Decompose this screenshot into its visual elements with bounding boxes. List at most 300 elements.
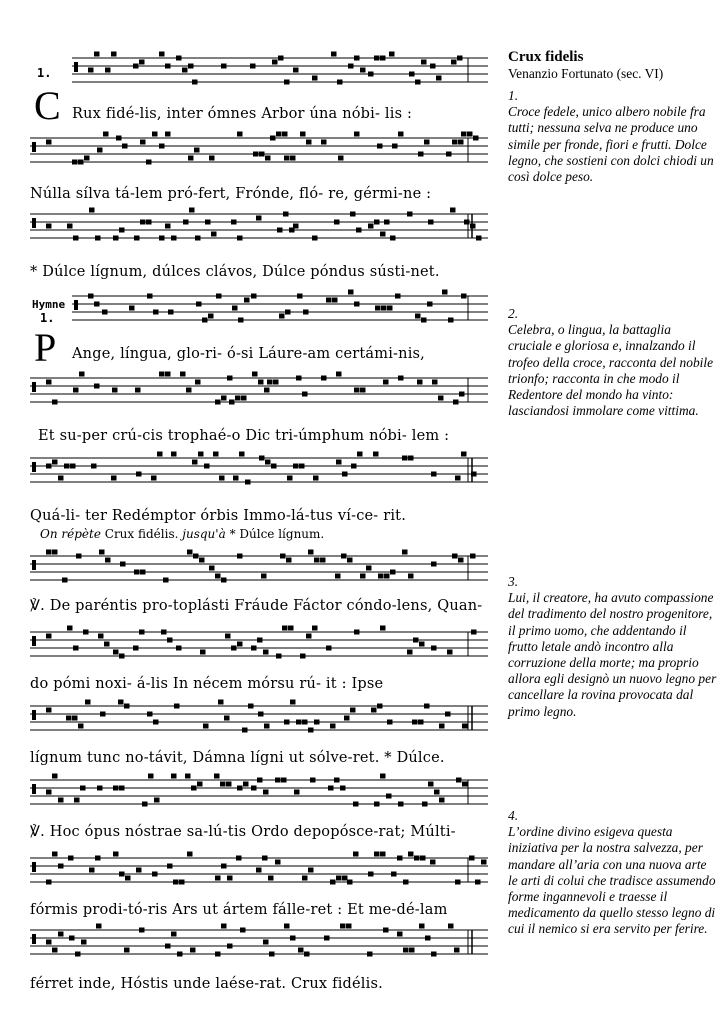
neume [221,64,227,69]
neume [450,208,456,213]
neume [308,868,314,873]
neume [176,56,182,61]
neume [340,786,346,791]
neume [462,782,468,787]
neume [165,944,171,949]
neume [237,132,243,137]
neume [421,60,427,65]
neume [46,790,52,795]
staff [30,550,488,583]
neume [171,452,177,457]
neume [348,64,354,69]
stanza-4 [508,808,718,938]
neume [418,152,424,157]
neume [176,646,182,651]
neume [99,550,105,555]
neume [142,802,148,807]
neume [94,302,100,307]
neume [414,856,420,861]
neume [398,376,404,381]
initial-letter: C [34,83,61,128]
neume [328,786,334,791]
neume [194,148,200,153]
neume [306,140,312,145]
neume [462,724,468,729]
neume [419,642,425,647]
neume [276,132,282,137]
neume [78,724,84,729]
neume [402,456,408,461]
neume [481,860,487,865]
neume [456,778,462,783]
neume [442,290,448,295]
neume [374,56,380,61]
neume [165,64,171,69]
neume [52,774,58,779]
neume [227,944,233,949]
neume [221,924,227,929]
neume [165,372,171,377]
neume [342,876,348,881]
neume [227,376,233,381]
neume [171,932,177,937]
neume [458,140,464,145]
neume [189,208,195,213]
neume [268,876,274,881]
neume [428,220,434,225]
neume [341,554,347,559]
neume [360,574,366,579]
clef [32,784,36,794]
neume [256,216,262,221]
neume [251,294,257,299]
neume [312,236,318,241]
neume [199,558,205,563]
neume [204,464,210,469]
neume [119,872,125,877]
neume [72,160,78,165]
neume [152,132,158,137]
neume [215,400,221,405]
neume [374,220,380,225]
neume [98,634,104,639]
stanza-number: 3. [508,574,519,589]
neume [303,310,309,315]
lyric-line: férret inde, Hóstis unde laése-rat. Crux fidélis. [30,976,383,992]
clef [74,300,78,310]
neume [239,452,245,457]
neume [360,68,366,73]
neume [89,208,95,213]
neume [133,64,139,69]
neume [261,574,267,579]
neume [134,570,140,575]
neume [102,310,108,315]
neume [425,936,431,941]
neume [470,554,476,559]
neume [58,798,64,803]
neume [52,550,58,555]
neume [380,626,386,631]
neume [281,778,287,783]
rubric-until: jusqu'à [182,527,226,541]
neume [377,144,383,149]
neume [436,76,442,81]
neume [312,76,318,81]
neume [390,570,396,575]
neume [326,298,332,303]
neume [46,634,52,639]
neume [241,396,247,401]
neume [464,220,470,225]
neume [350,212,356,217]
neume [354,56,360,61]
neume [353,802,359,807]
neume [80,786,86,791]
neume [458,558,464,563]
neume [272,60,278,65]
neume [94,52,100,57]
neume [271,464,277,469]
neume [412,720,418,725]
neume [415,314,421,319]
neume [224,716,230,721]
neume [297,294,303,299]
neume [52,948,58,953]
neume [284,156,290,161]
staff [30,626,488,659]
neume [79,372,85,377]
neume [208,314,214,319]
neume [46,224,52,229]
neume [74,798,80,803]
neume [374,802,380,807]
neume [113,852,119,857]
neume [68,856,74,861]
neume [140,220,146,225]
neume [337,80,343,85]
neume [220,782,226,787]
neume [259,456,265,461]
neume [275,778,281,783]
neume [165,132,171,137]
neume [168,310,174,315]
neume [116,136,122,141]
neume [73,236,79,241]
neume [288,626,294,631]
neume [275,860,281,865]
neume [302,876,308,881]
neume [104,642,110,647]
neume [294,790,300,795]
hymn-label: Hymne [32,298,66,311]
neume [380,232,386,237]
neume [46,380,52,385]
neume [251,646,257,651]
neume [95,236,101,241]
neume [354,630,360,635]
neume [455,476,461,481]
neume [265,460,271,465]
neume [257,778,263,783]
neume [402,550,408,555]
neume [331,52,337,57]
neume [398,132,404,137]
neume [298,948,304,953]
neume [221,578,227,583]
neume [232,306,238,311]
neume [197,782,203,787]
neume [409,948,415,953]
neume [408,852,414,857]
neume [293,68,299,73]
neume [409,72,415,77]
neume [380,56,386,61]
neume [448,924,454,929]
neume [447,650,453,655]
lyric-line: Ange, língua, glo-ri- ó-si Láure-am certámi-nis, [72,346,425,362]
neume [360,388,366,393]
neume [52,460,58,465]
lyric-line: Quá-li- ter Redémptor órbis Immo-lá-tus ví-ce- rit. [30,508,407,524]
neume [302,720,308,725]
neume [97,786,103,791]
neume [415,80,421,85]
initial-letter: P [34,325,57,370]
neume [237,554,243,559]
neume [64,464,70,469]
neume [422,802,428,807]
neume [192,460,198,465]
neume [173,880,179,885]
neume [264,388,270,393]
neume [258,712,264,717]
neume [120,562,126,567]
neume [153,310,159,315]
neume [391,872,397,877]
neume [146,160,152,165]
neume [153,720,159,725]
staff [30,452,488,485]
neume [187,852,193,857]
neume [312,626,318,631]
neume [136,868,142,873]
neume [159,52,165,57]
neume [407,650,413,655]
neume [306,634,312,639]
clef [32,382,36,392]
neume [304,952,310,957]
neume [248,704,254,709]
neume [308,728,314,733]
neume [431,952,437,957]
neume [263,790,269,795]
neume [293,224,299,229]
neume [259,152,265,157]
neume [171,236,177,241]
stanza-3 [508,574,718,720]
neume [320,558,326,563]
neume [237,236,243,241]
neume [451,60,457,65]
neume [122,144,128,149]
neume [383,380,389,385]
neume [183,220,189,225]
neume [398,802,404,807]
neume [111,52,117,57]
neume [356,228,362,233]
neume [96,924,102,929]
neume [280,554,286,559]
neume [383,928,389,933]
neume [408,574,414,579]
neume [221,396,227,401]
stanza-text: L’ordine divino esigeva questa iniziativa per la nostra salvezza, per mandare all’aria con una nuova arte le arti di colui che tradisce assumendo forme ingannevoli e traesse il medicamento da quello stesso legno di cui il nemico si era servito per ferire. [508,824,716,937]
hymn-author: Venanzio Fortunato (sec. VI) [508,66,664,81]
neume [200,650,206,655]
lyric-line: do pómi noxi- á-lis In nécem mórsu rú- it : Ipse [30,676,384,692]
stanza-number: 4. [508,808,519,823]
neume [152,872,158,877]
neume [454,948,460,953]
neume [290,156,296,161]
stanza-number: 1. [508,88,519,103]
neume [403,948,409,953]
neume [218,700,224,705]
neume [147,712,153,717]
neume [448,318,454,323]
neume [430,860,436,865]
neume [434,790,440,795]
neume [225,634,231,639]
neume [424,140,430,145]
neume [140,570,146,575]
neume [453,400,459,405]
neume [413,638,419,643]
neume [157,452,163,457]
neume [148,774,154,779]
neume [88,294,94,299]
neume [390,236,396,241]
staff [30,924,488,957]
neume [330,724,336,729]
neume [182,68,188,73]
neume [151,476,157,481]
neume [88,68,94,73]
neume [381,306,387,311]
neume [367,952,373,957]
neume [384,220,390,225]
neume [76,554,82,559]
neume [336,372,342,377]
neume [286,558,292,563]
neume [105,68,111,73]
neume [407,212,413,217]
lyric-line: Núlla sílva tá-lem pró-fert, Frónde, fló- re, gérmi-ne : [30,186,432,202]
neume [310,778,316,783]
neume [326,646,332,651]
neume [179,880,185,885]
neume [215,876,221,881]
neume [270,136,276,141]
neume [324,936,330,941]
neume [368,872,374,877]
neume [299,464,305,469]
neume [195,380,201,385]
neume [314,720,320,725]
lyric-line: ℣. De paréntis pro-toplásti Fráude Fáctor cóndo-lens, Quan- [30,598,483,614]
neume [373,452,379,457]
neume [263,650,269,655]
hymn-title: Crux fidelis [508,49,584,65]
lyric-line: * Dúlce lígnum, dúlces clávos, Dúlce póndus sústi-net. [30,264,440,280]
neume [72,716,78,721]
neume [273,380,279,385]
staff [30,852,488,885]
neume [354,388,360,393]
neume [300,654,306,659]
neume [46,880,52,885]
lyric-line: Et su-per crú-cis trophaé-o Dic tri-úmphum nóbi- lem : [38,428,450,444]
neume [287,476,293,481]
clef [32,142,36,152]
neume [112,388,118,393]
neume [154,798,160,803]
neume [237,786,243,791]
neume [58,932,64,937]
neume [302,392,308,397]
neume [75,952,81,957]
neume [191,786,197,791]
neume [336,876,342,881]
neume [419,924,425,929]
clef [32,560,36,570]
clef [32,862,36,872]
staff [30,774,488,807]
rubric [40,527,324,541]
neume [103,132,109,137]
neume [186,388,192,393]
neume [233,476,239,481]
neume [245,480,251,485]
neume [338,156,344,161]
neume [177,952,183,957]
neume [457,56,463,61]
rubric-prefix: On répète [40,527,101,541]
neume [277,228,283,233]
neume [66,716,72,721]
neume [67,626,73,631]
neume [366,566,372,571]
neume [240,928,246,933]
neume [455,880,461,885]
stanza-text: Lui, il creatore, ha avuto compassione del tradimento del nostro progenitore, il primo uomo, che addentando il frutto letale andò incontro alla corruzione della morte; ma proprio allora egli designò un nuovo legno per cancellare la rovina provocata dal primo legno. [508,590,717,719]
neume [284,924,290,929]
neume [136,472,142,477]
neume [188,64,194,69]
neume [439,798,445,803]
neume [267,380,273,385]
neume [159,144,165,149]
neume [237,642,243,647]
neume [221,864,227,869]
neume [235,396,241,401]
neume [167,864,173,869]
neume [52,852,58,857]
neume [336,460,342,465]
neume [424,704,430,709]
staff [30,372,488,405]
